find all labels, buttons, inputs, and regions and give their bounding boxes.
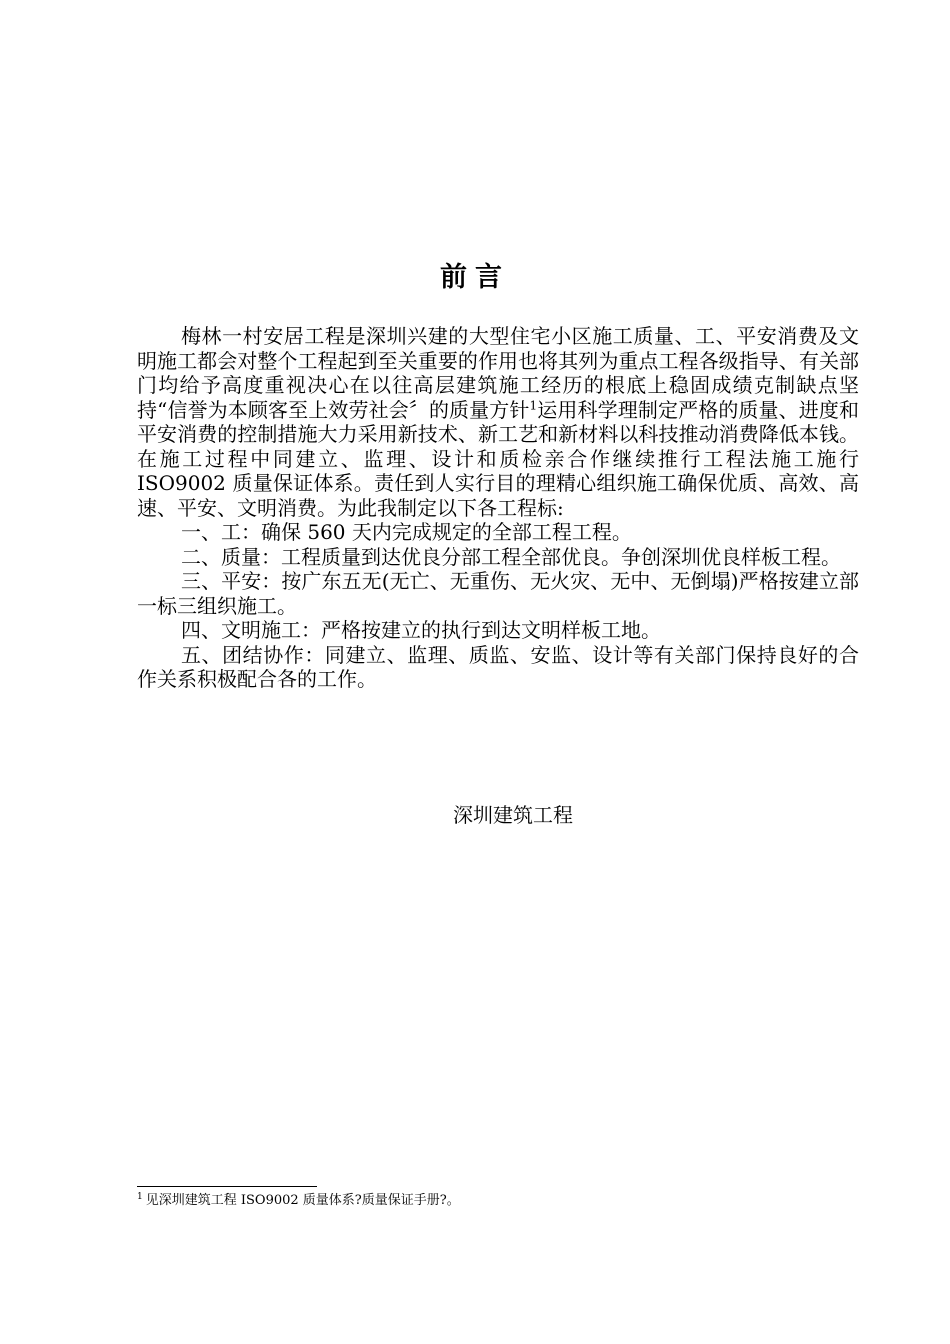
goal-safety-paragraph: 三、平安：按广东五无(无亡、无重伤、无火灾、无中、无倒塌)严格按建立部一标三组织施工。 bbox=[137, 569, 859, 618]
goal-schedule-paragraph: 一、工：确保 560 天内完成规定的全部工程工程。 bbox=[181, 520, 632, 544]
footnote bbox=[137, 1193, 460, 1209]
footnote-mark: 1 bbox=[137, 1191, 143, 1202]
goal-civilized-construction-paragraph: 四、文明施工：严格按建立的执行到达文明样板工地。 bbox=[181, 618, 661, 642]
footnote-separator bbox=[137, 1186, 317, 1187]
footnote-text: 见深圳建筑工程 ISO9002 质量体系?质量保证手册?。 bbox=[145, 1193, 460, 1208]
footnote-reference[interactable]: 1 bbox=[529, 397, 538, 412]
goal-cooperation-paragraph: 五、团结协作：同建立、监理、质监、安监、设计等有关部门保持良好的合作关系积极配合各的工作。 bbox=[137, 642, 859, 691]
signature: 深圳建筑工程 bbox=[453, 803, 573, 827]
intro-text-before: 梅林一村安居工程是深圳兴建的大型住宅小区施工质量、工、平安消费及文明施工都会对整个工程起到至关重要的作用也将其列为重点工程各级指导、有关部门均给予高度重视决心在以往高层建筑施工经历的根底上稳固成绩克制缺点坚持“信誉为本顾客至上效劳社会〞的质量方针 bbox=[137, 324, 859, 422]
intro-paragraph bbox=[137, 324, 859, 520]
page-title: 前言 bbox=[440, 262, 510, 293]
preface-body bbox=[137, 324, 859, 692]
goal-quality-paragraph: 二、质量：工程质量到达优良分部工程全部优良。争创深圳优良样板工程。 bbox=[181, 544, 841, 569]
intro-text-after: 运用科学理制定严格的质量、进度和平安消费的控制措施大力采用新技术、新工艺和新材料以科技推动消费降低本钱。在施工过程中同建立、监理、设计和质检亲合作继续推行工程法施工施行 ISO9002 质量保证体系。责任到人实行目的理精心组织施工确保优质、高效、高速、平安、文明消费。为此我制定以下各工程标: bbox=[137, 397, 860, 520]
